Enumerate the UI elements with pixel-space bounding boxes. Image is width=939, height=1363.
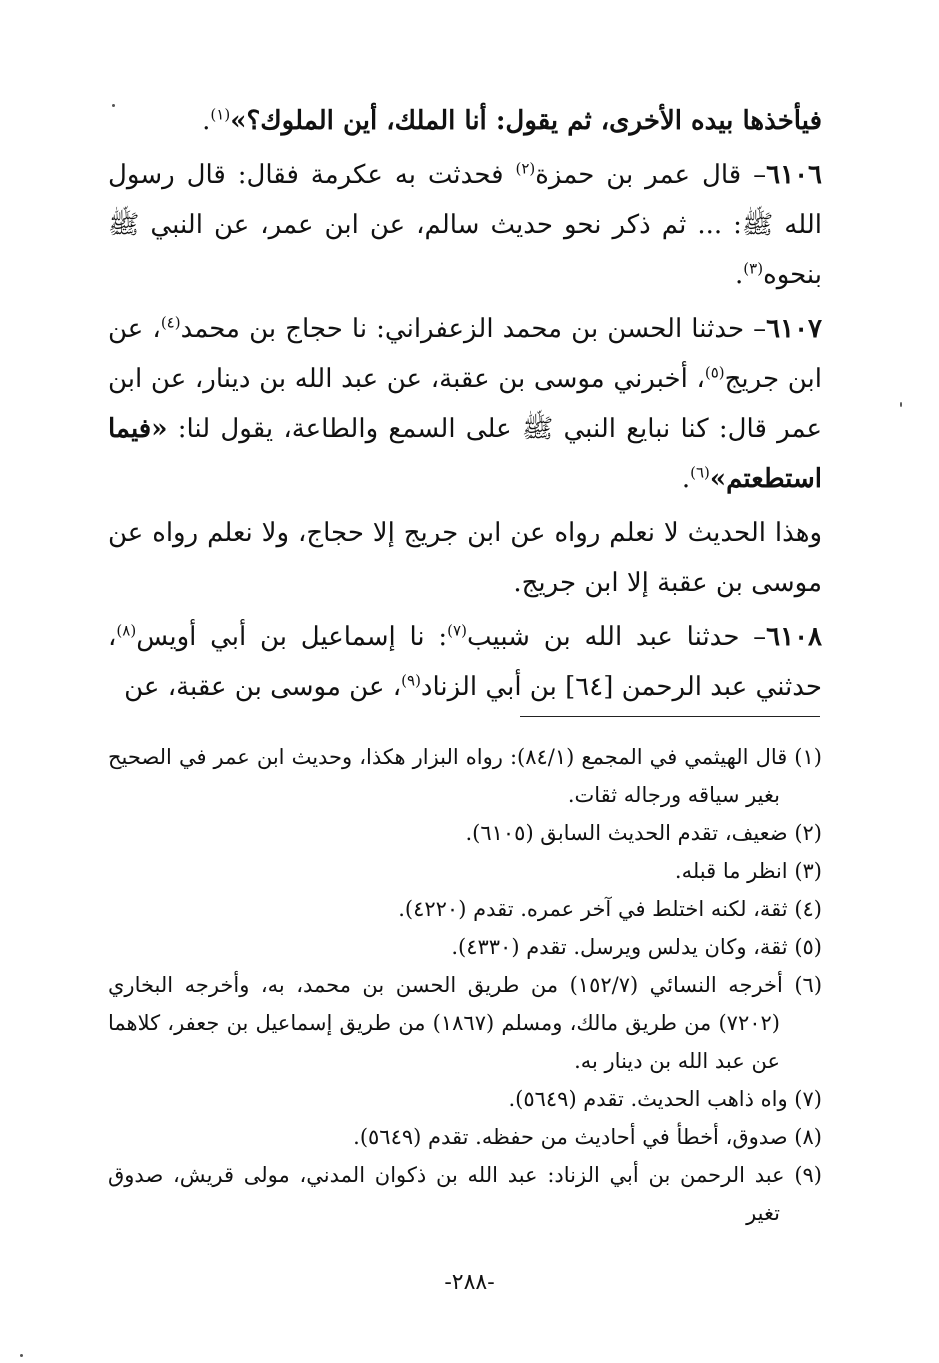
hadith-6107: ٦١٠٧– حدثنا الحسن بن محمد الزعفراني: نا حجاج بن محمد$^{(٤)}$، عن ابن جريج$^{(٥)}$، أخبرني موسى بن عقبة، عن عبد الله بن دينار، عن ابن عمر قال: كنا نبايع النبي ﷺ على السمع والطاعة، يقول لنا: «فيما استطعتم»$^{(٦)}$. bbox=[108, 313, 822, 494]
footnote-ref-8: (٨) bbox=[116, 621, 137, 640]
paragraph-continuation: فيأخذها بيده الأخرى، ثم يقول: أنا الملك، أين الملوك؟»$^{(١)}$. bbox=[202, 105, 822, 136]
footnote-ref-2: (٢) bbox=[515, 159, 536, 178]
scan-speck bbox=[900, 402, 902, 407]
author-comment: وهذا الحديث لا نعلم رواه عن ابن جريج إلا حجاج، ولا نعلم رواه عن موسى بن عقبة إلا ابن جريج. bbox=[108, 518, 822, 598]
hadith-text: : نا إسماعيل بن أبي أويس bbox=[136, 622, 448, 652]
footnote: (٢) ضعيف، تقدم الحديث السابق (٦١٠٥). bbox=[465, 821, 822, 845]
footnote: (٩) عبد الرحمن بن أبي الزناد: عبد الله بن ذكوان المدني، مولى قريش، صدوق تغير bbox=[108, 1163, 822, 1225]
footnote-ref-9: (٩) bbox=[401, 671, 421, 690]
hadith-text: فحدثت به عكرمة فقال: قال رسول الله ﷺ: ... ثم ذكر نحو حديث سالم، عن ابن عمر، عن النبي ﷺ بنحوه bbox=[108, 160, 822, 290]
hadith-number: ٦١٠٦ bbox=[766, 160, 822, 190]
footnote: (٨) صدوق، أخطأ في أحاديث من حفظه. تقدم (٥٦٤٩). bbox=[353, 1125, 822, 1149]
page-number: -٢٨٨- bbox=[444, 1270, 495, 1295]
footnotes bbox=[108, 738, 822, 1232]
footnote-ref-3: (٣) bbox=[743, 259, 764, 278]
footnote: (٣) انظر ما قبله. bbox=[674, 859, 822, 883]
footnote: (١) قال الهيثمي في المجمع (٨٤/١): رواه البزار هكذا، وحديث ابن عمر في الصحيح بغير سياقه ورجاله ثقات. bbox=[108, 745, 822, 807]
footnote-ref-5: (٥) bbox=[704, 363, 725, 382]
hadith-text: ، أخبرني موسى بن عقبة، عن عبد الله بن دينار، عن ابن عمر قال: كنا نبايع النبي ﷺ على السمع والطاعة، يقول لنا: bbox=[108, 364, 822, 444]
footnote-ref-4: (٤) bbox=[160, 313, 181, 332]
scan-speck bbox=[20, 1354, 23, 1357]
hadith-text: – حدثنا عبد الله بن شبيب bbox=[466, 622, 767, 652]
hadith-text: ، عن ابن جريج bbox=[108, 314, 822, 394]
footnote-ref-6: (٦) bbox=[690, 463, 710, 482]
hadith-text: – قال عمر بن حمزة bbox=[535, 160, 767, 190]
footnote: (٥) ثقة، وكان يدلس ويرسل. تقدم (٤٣٣٠). bbox=[451, 935, 822, 959]
hadith-6106: ٦١٠٦– قال عمر بن حمزة$^{(٢)}$ فحدثت به عكرمة فقال: قال رسول الله ﷺ: ... ثم ذكر نحو حديث سالم، عن ابن عمر، عن النبي ﷺ بنحوه$^{(٣)}$. bbox=[108, 159, 822, 290]
hadith-text: – حدثنا الحسن بن محمد الزعفراني: نا حجاج بن محمد bbox=[180, 314, 767, 344]
scan-speck bbox=[112, 104, 115, 107]
footnote: (٦) أخرجه النسائي (١٥٢/٧) من طريق الحسن بن محمد، به، وأخرجه البخاري (٧٢٠٢) من طريق مالك، ومسلم (١٨٦٧) من طريق إسماعيل بن جعفر، كلاهما عن عبد الله بن دينار به. bbox=[108, 973, 823, 1073]
footnote-ref-7: (٧) bbox=[447, 621, 467, 640]
hadith-6108 bbox=[108, 612, 822, 712]
footnote: (٧) واه ذاهب الحديث. تقدم (٥٦٤٩). bbox=[508, 1087, 822, 1111]
footnote: (٤) ثقة، لكنه اختلط في آخر عمره. تقدم (٤٢٢٠). bbox=[398, 897, 822, 921]
hadith-number: ٦١٠٧ bbox=[766, 314, 822, 344]
hadith-quote: «فيما استطعتم» bbox=[108, 414, 822, 494]
footnote-ref-1: (١) bbox=[210, 105, 231, 124]
continuation-text: فيأخذها بيده الأخرى، ثم يقول: أنا الملك، أين الملوك؟» bbox=[230, 106, 822, 136]
hadith-number: ٦١٠٨ bbox=[766, 622, 822, 652]
main-text bbox=[108, 96, 822, 712]
hadith-text: ، حدثني عبد الرحمن [٦٤] بن أبي الزناد bbox=[108, 622, 822, 702]
hadith-text: ، عن موسى بن عقبة، عن bbox=[124, 672, 402, 702]
footnote-separator bbox=[520, 716, 820, 717]
